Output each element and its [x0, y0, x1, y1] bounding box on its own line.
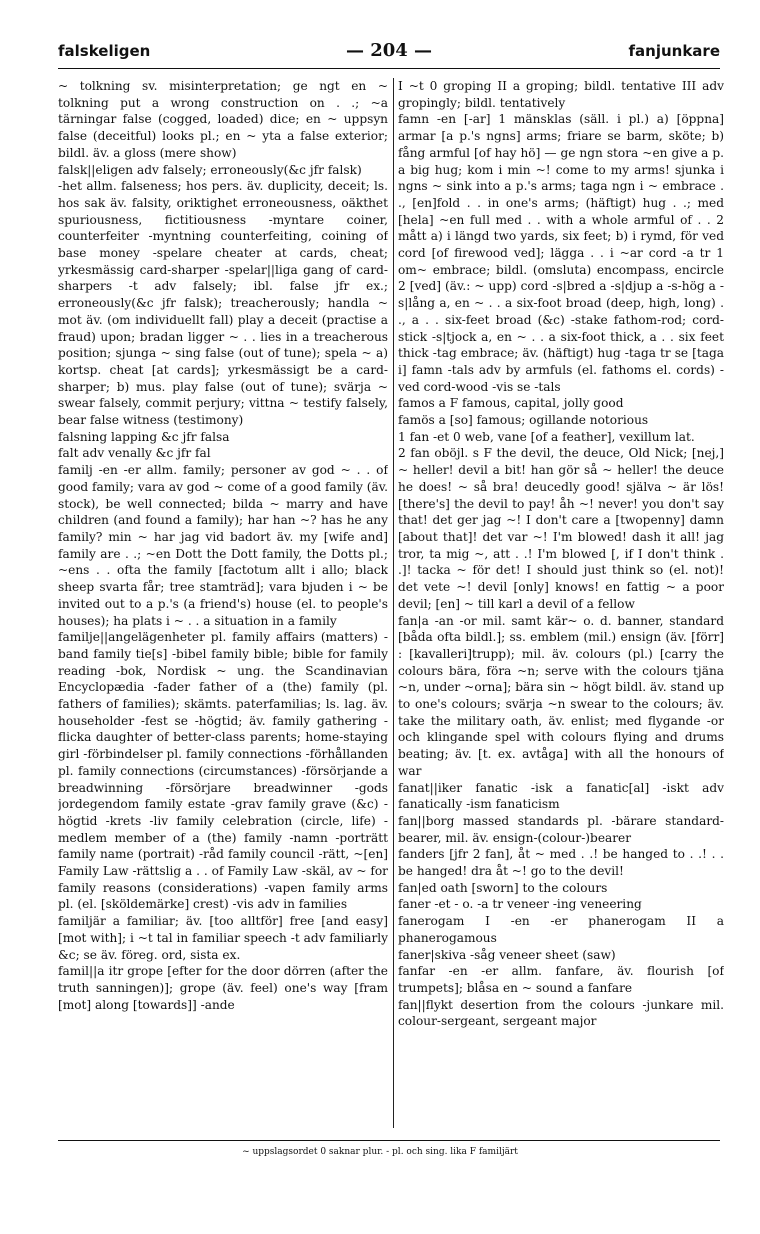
column-divider	[393, 78, 394, 1128]
dictionary-entry: famn -en [-ar] 1 mänsklas (säll. i pl.) a) [öppna] armar [a p.'s ngns] arms; friare se barm, sköte; b) fång armful [of hay hö] — ge ngn stora ~en give a p. a big hug; kom i min ~! come to my arms! sjunka i ngns ~ sink into a p.'s arms; taga ngn i ~ embrace . ., [en]fold . . in one's arms; (häftigt) hug . .; med [hela] ~en full med . . with a whole armful of . . 2 mått a) i längd two yards, six feet; b) i rymd, för ved cord [of firewood ved]; lägga . . i ~ar cord -a tr 1 om~ embrace; bildl. (omsluta) encompass, encircle 2 [ved] (äv.: ~ upp) cord -s|bred a -s|djup a -s-hög a -s|lång a, en ~ . . a six-foot broad (deep, high, long) . ., a . . six-feet broad (&c) -stake fathom-rod; cord-stick -s|tjock a, en ~ . . a six-foot thick, a . . six feet thick -tag embrace; äv. (häftigt) hug -taga tr se [taga i] famn -tals adv by armfuls (el. fathoms el. cords) -ved cord-wood -vis se -tals	[398, 112, 724, 394]
abbreviation-footnote: ~ uppslagsordet 0 saknar plur. - pl. och sing. lika F familjärt	[242, 1147, 518, 1157]
dictionary-entry: familje||angelägenheter pl. family affairs (matters) -band family tie[s] -bibel family bible; bible for family reading -bok, Nordisk ~ ung. the Scandinavian Encyclopædia -fader father of a (the) family (pl. fathers of families); skämts. paterfamilias; ls. lag. äv. householder -fest se -högtid; äv. family gathering -flicka daughter of better-class parents; home-staying girl -förbindelser pl. family connections -förhållanden pl. family connections (circumstances) -försörjande a breadwinning -försörjare breadwinner -gods jordegendom family estate -grav family grave (&c) -högtid -krets -liv family celebration (circle, life) -medlem member of a (the) family -namn -porträtt family name (portrait) -råd family council -rätt, ~[en] Family Law -rättslig a . . of Family Law -skäl, av ~ for family reasons (considerations) -vapen family arms pl. (el. [sköldemärke] crest) -vis adv in families	[58, 630, 388, 912]
dictionary-entry: fanders [jfr 2 fan], åt ~ med . .! be hanged to . .! . . be hanged! dra åt ~! go to the devil!	[398, 847, 724, 879]
dictionary-entry: fanfar -en -er allm. fanfare, äv. flourish [of trumpets]; blåsa en ~ sound a fanfare	[398, 964, 724, 995]
left-guide-word: falskeligen	[58, 42, 151, 60]
page-number: — 204 —	[345, 40, 433, 61]
dictionary-entry: fan||flykt desertion from the colours -junkare mil. colour-sergeant, sergeant major	[398, 997, 724, 1029]
header-rule	[58, 68, 720, 69]
left-column	[58, 78, 388, 1133]
dictionary-entry: familj -en -er allm. family; personer av god ~ . . of good family; vara av god ~ come of a good family (äv. stock), be well connected; bilda ~ marry and have children (and found a family); har han ~? has he any family? min ~ har jag vid badort äv. my [wife and] family are . .; ~en Dott the Dott family, the Dotts pl.; ~ens . . ofta the family [factotum allt i allo; black sheep svarta får; tree stamträd]; vara bjuden i ~ be invited out to a p.'s (a friend's) house (el. to people's houses); ha plats i ~ . . a situation in a family	[58, 463, 388, 628]
dictionary-entry: falt adv venally &c jfr fal	[58, 446, 211, 461]
dictionary-entry: 1 fan -et 0 web, vane [of a feather], vexillum lat.	[398, 429, 695, 444]
dictionary-entry: faner -et - o. -a tr veneer -ing veneering	[398, 897, 642, 912]
dictionary-entry: famös a [so] famous; ogillande notorious	[398, 413, 649, 428]
dictionary-entry: fan|a -an -or mil. samt kär~ o. d. banner, standard [båda ofta bildl.]; ss. emblem (mil.) ensign (äv. [förr] : [kavalleri]trupp); mil. äv. colours (pl.) [carry the colours bära, föra ~n; serve with the colours tjäna ~n, under ~orna]; bära sin ~ högt bildl. äv. stand up to one's colours; svärja ~n swear to the colours; äv. take the military oath, äv. enlist; med flygande -or och klingande spel with colours flying and drums beating; äv. [t. ex. avtåga] with all the honours of war	[398, 613, 724, 778]
dictionary-entry: faner|skiva -såg veneer sheet (saw)	[398, 947, 616, 962]
dictionary-entry: fanat||iker fanatic -isk a fanatic[al] -iskt adv fanatically -ism fanaticism	[398, 780, 724, 812]
dictionary-entry: falsning lapping &c jfr falsa	[58, 429, 230, 444]
dictionary-entry: ~ tolkning sv. misinterpretation; ge ngt en ~ tolkning put a wrong construction on . .; ~a tärningar false (cogged, loaded) dice; en ~ uppsyn false (deceitful) looks pl.; en ~ yta a false exterior; bildl. äv. a gloss (mere show)	[58, 79, 388, 160]
dictionary-entry: fan|ed oath [sworn] to the colours	[398, 880, 608, 895]
dictionary-entry: falsk||eligen adv falsely; erroneously(&c jfr falsk)	[58, 162, 362, 177]
dictionary-entry: fanerogam I -en -er phanerogam II a phanerogamous	[398, 914, 724, 945]
footer-rule	[58, 1140, 720, 1141]
dictionary-entry: -het allm. falseness; hos pers. äv. duplicity, deceit; ls. hos sak äv. falsity, oriktighet erroneousness, oäkthet spuriousness, fictitiousness -myntare coiner, counterfeiter -myntning counterfeiting, coining of base money -spelare cheater at cards, cheat; yrkesmässig card-sharper -spelar||liga gang of card-sharpers -t adv falsely; ibl. false jfr ex.; erroneously(&c jfr falsk); treacherously; handla ~ mot äv. (om individuellt fall) play a deceit (practise a fraud) upon; bradan ligger ~ . . lies in a treacherous position; sjunga ~ sing false (out of tune); spela ~ a) kortsp. cheat [at cards]; yrkesmässigt be a card-sharper; b) mus. play false (out of tune); svärja ~ swear falsely, commit perjury; vittna ~ testify falsely, bear false witness (testimony)	[58, 179, 388, 428]
dictionary-entry: 2 fan oböjl. s F the devil, the deuce, Old Nick; [nej,] ~ heller! devil a bit! han gör så ~ heller! the deuce he does! ~ så bra! deucedly good! själva ~ är lös! [there's] the devil to pay! åh ~! never! you don't say that! det ger jag ~! I don't care a [twopenny] damn [about that]! det var ~! I'm blowed! dash it all! jag tror, ta mig ~, att . .! I'm blowed [, if I don't think . .]! tacka ~ för det! I should just think so (el. not)! det vete ~! devil [only] knows! en fattig ~ a poor devil; [en] ~ till karl a devil of a fellow	[398, 446, 724, 611]
page-header	[58, 40, 720, 66]
dictionary-entry: I ~t 0 groping II a groping; bildl. tentative III adv gropingly; bildl. tentatively	[398, 79, 724, 110]
dictionary-entry: fan||borg massed standards pl. -bärare standard-bearer, mil. äv. ensign-(colour-)bearer	[398, 813, 724, 845]
right-guide-word: fanjunkare	[628, 42, 720, 60]
right-column	[398, 78, 724, 1133]
dictionary-entry: familjär a familiar; äv. [too alltför] free [and easy] [mot with]; i ~t tal in familiar speech -t adv familiarly &c; se äv. föreg. ord, sista ex.	[58, 914, 388, 962]
dictionary-entry: famil||a itr grope [efter for the door dörren (after the truth sanningen)]; grope (äv. feel) one's way [fram [mot] along [towards]] -ande	[58, 964, 388, 1012]
dictionary-entry: famos a F famous, capital, jolly good	[398, 396, 624, 411]
